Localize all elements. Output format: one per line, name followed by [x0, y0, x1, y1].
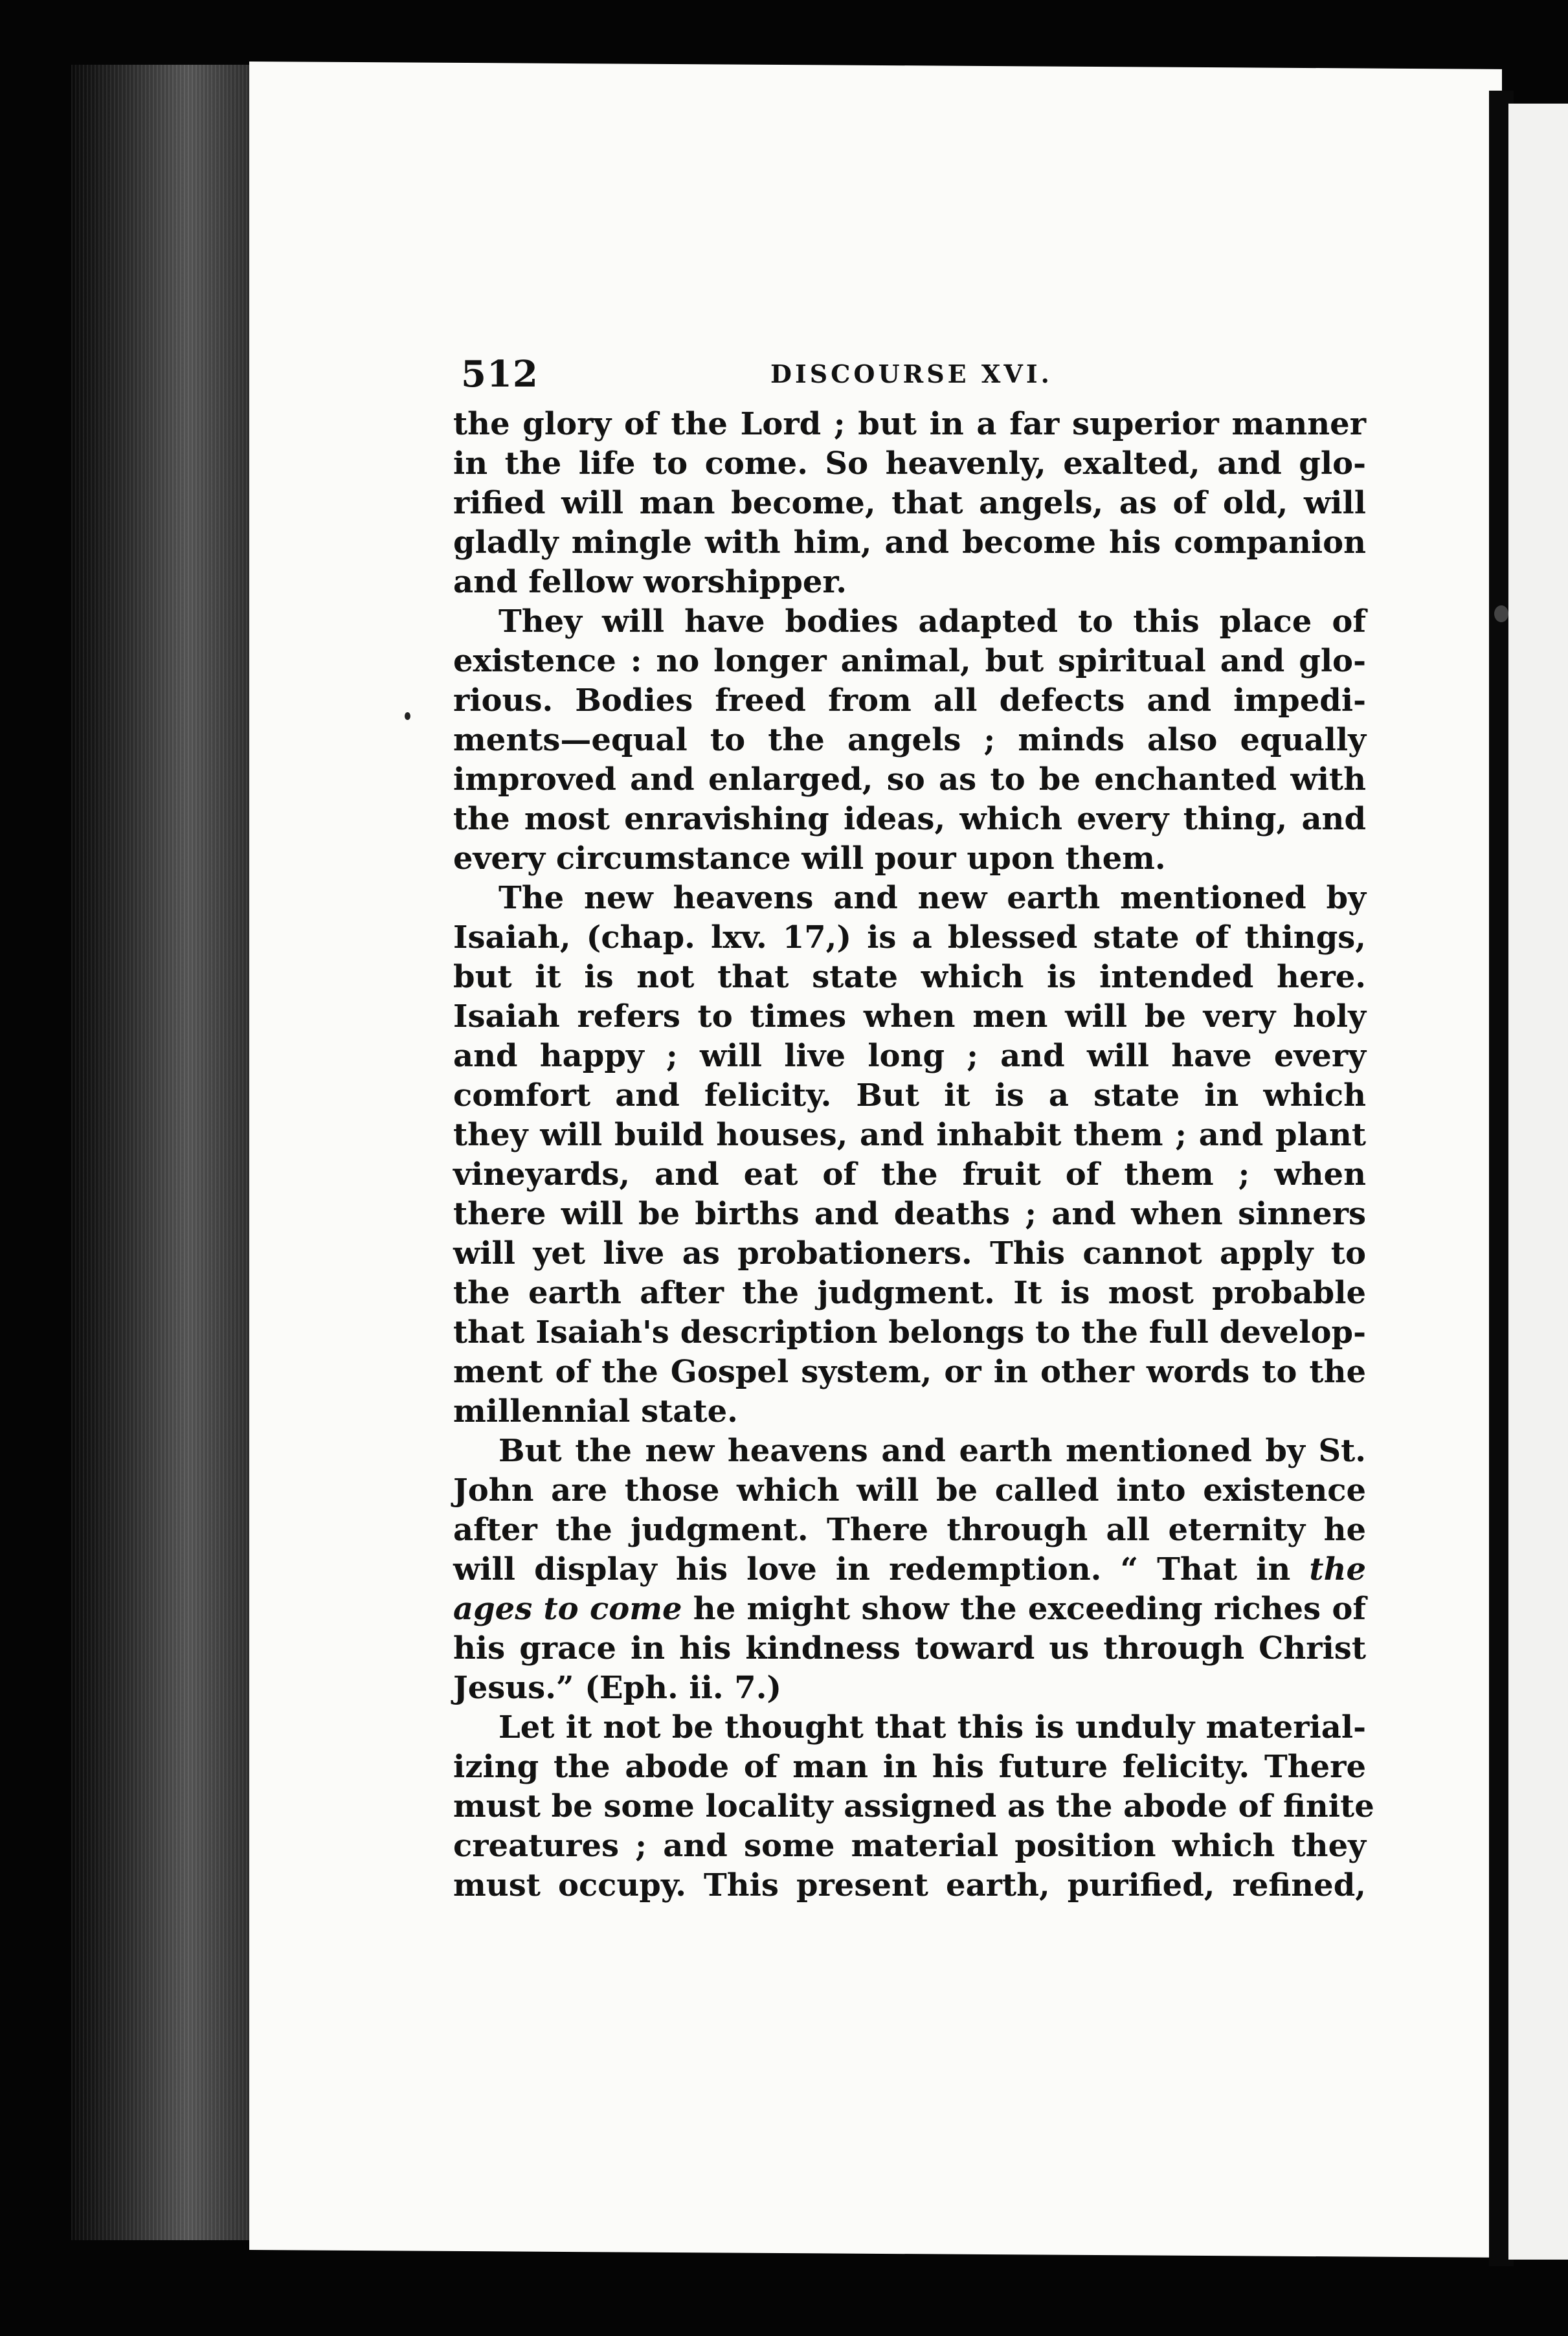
- text-line: Jesus.” (Eph. ii. 7.): [453, 1670, 782, 1706]
- text-line: ments—equal to the angels ; minds also equally: [453, 722, 1366, 758]
- text-line: creatures ; and some material position which they: [453, 1828, 1366, 1864]
- text-line: after the judgment. There through all eternity he: [453, 1512, 1366, 1548]
- text-line: improved and enlarged, so as to be enchanted with: [453, 761, 1366, 798]
- running-head-title: DISCOURSE XVI.: [770, 359, 1053, 388]
- text-line: vineyards, and eat of the fruit of them ; when: [453, 1156, 1366, 1193]
- paragraph-first-line: But the new heavens and earth mentioned by St.: [498, 1433, 1366, 1469]
- adjacent-page-sliver: [1508, 104, 1568, 2260]
- text-line: rified will man become, that angels, as of old, will: [453, 485, 1366, 521]
- text-line: existence : no longer animal, but spiritual and glo-: [453, 643, 1366, 679]
- text-line: and fellow worshipper.: [453, 564, 847, 600]
- text-line: every circumstance will pour upon them.: [453, 840, 1166, 877]
- text-line: must occupy. This present earth, purified, refined,: [453, 1867, 1366, 1904]
- text-line: millennial state.: [453, 1393, 738, 1430]
- text-line: the most enravishing ideas, which every thing, and: [453, 801, 1366, 837]
- text-line: but it is not that state which is intended here.: [453, 959, 1366, 995]
- text-line: rious. Bodies freed from all defects and impedi-: [453, 682, 1366, 719]
- text-line: they will build houses, and inhabit them ; and plant: [453, 1117, 1366, 1153]
- text-line: the glory of the Lord ; but in a far superior manner: [453, 406, 1366, 442]
- text-line: ment of the Gospel system, or in other words to the: [453, 1354, 1366, 1390]
- text-line: John are those which will be called into existence: [453, 1472, 1366, 1509]
- text-line: will display his love in redemption. “ That in the: [453, 1551, 1366, 1588]
- paragraph-first-line: They will have bodies adapted to this place of: [498, 603, 1366, 640]
- running-head: [453, 353, 1366, 405]
- page-number: 512: [461, 353, 539, 396]
- text-line: comfort and felicity. But it is a state in which: [453, 1077, 1366, 1114]
- paragraph-first-line: Let it not be thought that this is unduly material-: [498, 1709, 1366, 1746]
- italic-phrase: ages to come: [453, 1591, 682, 1627]
- ink-speck: [1494, 605, 1508, 622]
- text-line: gladly mingle with him, and become his companion: [453, 524, 1366, 561]
- italic-phrase: the: [1309, 1551, 1366, 1588]
- text-line: there will be births and deaths ; and when sinners: [453, 1196, 1366, 1232]
- body-text: [453, 405, 1374, 1905]
- text-line: Isaiah refers to times when men will be very holy: [453, 998, 1366, 1035]
- text-line: in the life to come. So heavenly, exalted, and glo-: [453, 445, 1366, 482]
- page-content: [453, 353, 1374, 1905]
- text-line: his grace in his kindness toward us through Christ: [453, 1630, 1366, 1667]
- text-line: the earth after the judgment. It is most probable: [453, 1275, 1366, 1311]
- text-line: that Isaiah's description belongs to the full develop-: [453, 1314, 1366, 1351]
- text-line: and happy ; will live long ; and will have every: [453, 1038, 1366, 1074]
- text-line: Isaiah, (chap. lxv. 17,) is a blessed state of things,: [453, 919, 1366, 956]
- text-line: ages to come he might show the exceeding riches of: [453, 1591, 1366, 1627]
- text-line: must be some locality assigned as the abode of finite: [453, 1788, 1374, 1825]
- text-line: will yet live as probationers. This cannot apply to: [453, 1235, 1366, 1272]
- ink-speck: [405, 712, 410, 720]
- paragraph-first-line: The new heavens and new earth mentioned by: [498, 880, 1366, 916]
- text-line: izing the abode of man in his future felicity. There: [453, 1749, 1366, 1785]
